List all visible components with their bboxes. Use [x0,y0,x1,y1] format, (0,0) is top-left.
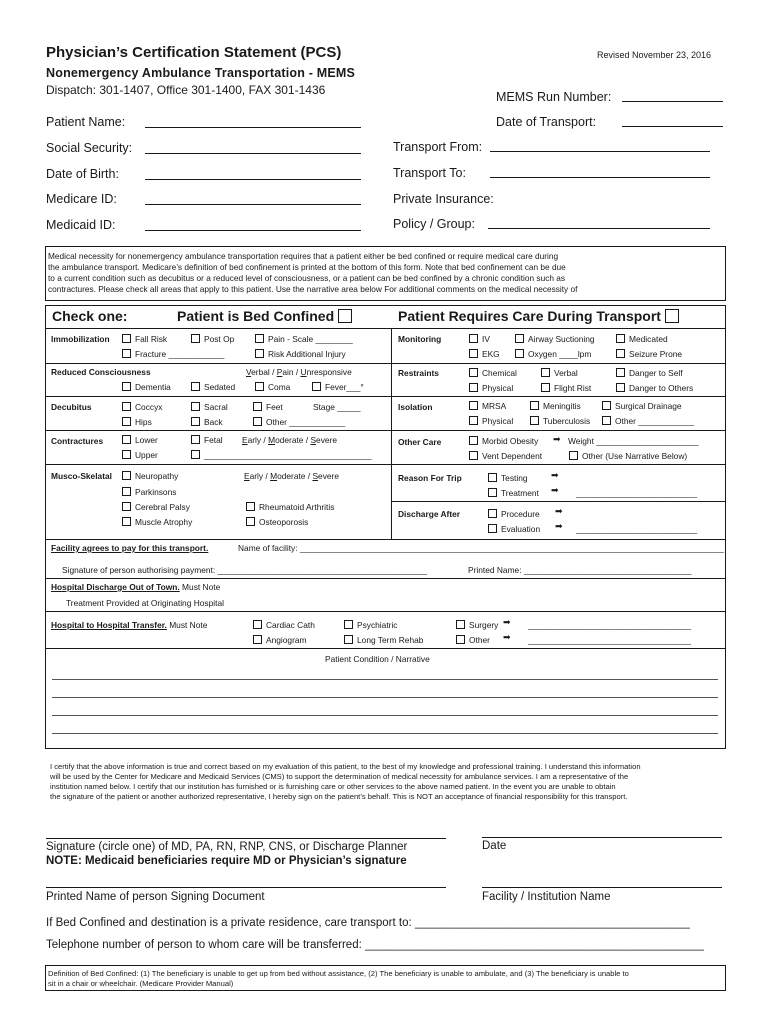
narrative-label: Patient Condition / Narrative [325,654,430,664]
bed-confined-option[interactable] [177,308,352,324]
care-during-label: Patient Requires Care During Transport [398,308,661,324]
seizure-label: Seizure Prone [629,349,683,359]
surgery-label: Surgery [469,620,499,630]
surgical-drainage-option[interactable] [602,401,682,411]
vent-dependent-label: Vent Dependent [482,451,543,461]
coccyx-option[interactable] [122,402,162,412]
reduced-consciousness-label: Reduced Consciousness [51,367,151,377]
medicare-id-field[interactable] [145,204,361,205]
care-during-option[interactable] [398,308,679,324]
narrative-line[interactable] [52,715,718,716]
divider [391,501,726,502]
revised-date: Revised November 23, 2016 [597,50,712,60]
h2h-other-option[interactable] [456,635,490,645]
airway-checkbox[interactable] [515,334,524,343]
printed-name-label: Printed Name of person Signing Document [46,891,265,903]
psychiatric-option[interactable] [344,620,398,630]
surgery-checkbox[interactable] [456,620,465,629]
divider [46,430,391,431]
fetal-option[interactable] [191,435,223,445]
post-op-checkbox[interactable] [191,334,200,343]
tuberculosis-label: Tuberculosis [543,416,591,426]
isolation-physical-label: Physical [482,416,514,426]
ekg-label: EKG [482,349,500,359]
divider [46,396,391,397]
meningitis-label: Meningitis [543,401,581,411]
isolation-physical-option[interactable] [469,416,513,426]
divider [46,539,726,540]
long-term-rehab-checkbox[interactable] [344,635,353,644]
iv-option[interactable] [469,334,490,344]
mrsa-label: MRSA [482,401,507,411]
column-divider [391,328,392,539]
discharge-out-of-town-label: Hospital Discharge Out of Town. Must Note [51,582,221,592]
other-decubitus-label: Other ____________ [266,417,346,427]
social-security-field[interactable] [145,153,361,154]
oxygen-checkbox[interactable] [515,349,524,358]
physical-option[interactable] [469,383,513,393]
discharge-after-label: Discharge After [398,509,461,519]
physical-checkbox[interactable] [469,383,478,392]
long-term-rehab-option[interactable] [344,635,423,645]
contractures-label: Contractures [51,436,104,446]
parkinsons-option[interactable] [122,487,176,497]
dispatch-info: Dispatch: 301-1407, Office 301-1400, FAX 301-1436 [46,83,326,97]
policy-group-field[interactable] [488,228,710,229]
signature-label: Signature (circle one) of MD, PA, RN, RNP, CNS, or Discharge Planner [46,841,408,853]
care-during-checkbox[interactable] [665,309,679,323]
run-number-label: MEMS Run Number: [496,90,612,104]
other-decubitus-option[interactable] [253,417,345,427]
cardiac-cath-checkbox[interactable] [253,620,262,629]
facility-name-field[interactable]: Name of facility: ___________________________________________________________________________________________ [238,543,724,553]
other-decubitus-checkbox[interactable] [253,417,262,426]
danger-self-label: Danger to Self [629,368,683,378]
long-term-rehab-label: Long Term Rehab [357,635,424,645]
neuropathy-option[interactable] [122,471,178,481]
necessity-line-2: the ambulance transport. Medicare’s definition of bed confinement is printed at the bottom of this form. Note that bed confinement can be due [48,262,566,272]
definition-line-1: Definition of Bed Confined: (1) The beneficiary is unable to get up from bed without assistance, (2) The beneficiary is unable to ambulate, and (3) The beneficiary is unable to [48,969,629,978]
reason-detail-field[interactable]: __________________________ [576,488,698,498]
mrsa-option[interactable] [469,401,506,411]
facility-institution-label: Facility / Institution Name [482,891,611,903]
angiogram-checkbox[interactable] [253,635,262,644]
stage-field[interactable]: Stage _____ [313,402,361,412]
arrow-right-icon: ➡ [555,506,563,516]
monitoring-label: Monitoring [398,334,442,344]
angiogram-option[interactable] [253,635,307,645]
muscle-atrophy-label: Muscle Atrophy [135,517,193,527]
physical-label: Physical [482,383,514,393]
neuropathy-label: Neuropathy [135,471,179,481]
morbid-obesity-label: Morbid Obesity [482,436,539,446]
seizure-checkbox[interactable] [616,349,625,358]
arrow-right-icon: ➡ [553,434,561,444]
parkinsons-checkbox[interactable] [122,487,131,496]
verbal-option[interactable] [541,368,578,378]
policy-group-label: Policy / Group: [393,217,475,231]
run-number-field[interactable] [622,101,723,102]
pain-scale-label: Pain - Scale ________ [268,334,353,344]
iv-checkbox[interactable] [469,334,478,343]
danger-self-option[interactable] [616,368,683,378]
chemical-checkbox[interactable] [469,368,478,377]
medicaid-id-label: Medicaid ID: [46,218,116,232]
other-care-label: Other Care [398,437,442,447]
fever-checkbox[interactable] [312,382,321,391]
back-label: Back [204,417,223,427]
narrative-line[interactable] [52,697,718,698]
coma-checkbox[interactable] [255,382,264,391]
cardiac-cath-label: Cardiac Cath [266,620,315,630]
other-narrative-option[interactable] [569,451,687,461]
danger-self-checkbox[interactable] [616,368,625,377]
upper-detail-checkbox[interactable] [191,450,200,459]
bed-confined-checkbox[interactable] [338,309,352,323]
divider [46,648,726,649]
h2h-other-label: Other [469,635,490,645]
sedated-checkbox[interactable] [191,382,200,391]
ekg-checkbox[interactable] [469,349,478,358]
bed-confined-label: Patient is Bed Confined [177,308,335,324]
danger-others-option[interactable] [616,383,693,393]
check-one-label: Check one: [52,308,128,324]
verbal-label: Verbal [554,368,578,378]
treatment-checkbox[interactable] [488,488,497,497]
patient-name-field[interactable] [145,127,361,128]
dob-field[interactable] [145,179,361,180]
back-checkbox[interactable] [191,417,200,426]
certify-line-4: the signature of the patient or another authorized representative, I hereby sign on the patient’s behalf. This is NOT an acceptance of financial responsibility for this transport. [50,792,628,801]
iv-label: IV [482,334,490,344]
osteoporosis-label: Osteoporosis [259,517,309,527]
surgical-drainage-label: Surgical Drainage [615,401,682,411]
meningitis-checkbox[interactable] [530,401,539,410]
patient-name-label: Patient Name: [46,115,126,129]
fracture-option[interactable] [122,349,224,359]
post-op-option[interactable] [191,334,234,344]
divider [391,396,726,397]
fever-option[interactable] [312,382,364,392]
facility-name-signer-field[interactable] [482,887,722,888]
divider [46,611,726,612]
upper-detail-line: ____________________________________ [204,450,372,460]
testing-option[interactable] [488,473,528,483]
morbid-obesity-option[interactable] [469,436,538,446]
feet-label: Feet [266,402,283,412]
restraints-label: Restraints [398,368,439,378]
date-label: Date [482,840,507,852]
authorising-signature-field[interactable]: Signature of person authorising payment: _____________________________________________ [62,565,428,575]
sacral-label: Sacral [204,402,228,412]
risk-injury-checkbox[interactable] [255,349,264,358]
procedure-checkbox[interactable] [488,509,497,518]
musco-severity-label: Early / Moderate / Severe [244,471,339,481]
testing-label: Testing [501,473,528,483]
cerebral-palsy-option[interactable] [122,502,190,512]
muscle-atrophy-checkbox[interactable] [122,517,131,526]
fall-risk-option[interactable] [122,334,167,344]
surgical-drainage-checkbox[interactable] [602,401,611,410]
ekg-option[interactable] [469,349,500,359]
flight-risk-checkbox[interactable] [541,383,550,392]
isolation-other-option[interactable] [602,416,694,426]
dementia-label: Dementia [135,382,171,392]
cardiac-cath-option[interactable] [253,620,315,630]
coma-label: Coma [268,382,291,392]
divider [391,363,726,364]
discharge-detail-field[interactable]: __________________________ [576,524,698,534]
dob-label: Date of Birth: [46,167,119,181]
flight-risk-label: Flight Rist [554,383,592,393]
angiogram-label: Angiogram [266,635,307,645]
tuberculosis-option[interactable] [530,416,590,426]
oxygen-label: Oxygen ____lpm [528,349,592,359]
upper-label: Upper [135,450,158,460]
divider [391,430,726,431]
feet-option[interactable] [253,402,283,412]
fall-risk-label: Fall Risk [135,334,168,344]
seizure-option[interactable] [616,349,682,359]
isolation-other-checkbox[interactable] [602,416,611,425]
medicated-option[interactable] [616,334,668,344]
divider [46,464,391,465]
sacral-option[interactable] [191,402,228,412]
cerebral-palsy-checkbox[interactable] [122,502,131,511]
osteoporosis-option[interactable] [246,517,308,527]
sacral-checkbox[interactable] [191,402,200,411]
necessity-line-3: to a current condition such as decubitus or a reduced level of consciousness, or a patient can be bed confined by a chronic condition such as [48,273,566,283]
printed-name-signer-field[interactable] [46,887,446,888]
hips-option[interactable] [122,417,152,427]
danger-others-label: Danger to Others [629,383,694,393]
flight-risk-option[interactable] [541,383,591,393]
procedure-label: Procedure [501,509,540,519]
evaluation-checkbox[interactable] [488,524,497,533]
date-field[interactable] [482,837,722,838]
muscle-atrophy-option[interactable] [122,517,192,527]
social-security-label: Social Security: [46,141,133,155]
cerebral-palsy-label: Cerebral Palsy [135,502,190,512]
divider [391,464,726,465]
facility-agrees-label: Facility agrees to pay for this transport. [51,543,209,553]
rheumatoid-option[interactable] [246,502,334,512]
upper-checkbox[interactable] [122,450,131,459]
arrow-right-icon: ➡ [503,632,511,642]
hospital-transfer-label: Hospital to Hospital Transfer. Must Note [51,620,208,630]
arrow-right-icon: ➡ [503,617,511,627]
musco-skelatal-label: Musco-Skelatal [51,471,112,481]
fall-risk-checkbox[interactable] [122,334,131,343]
procedure-option[interactable] [488,509,540,519]
lower-option[interactable] [122,435,158,445]
other-narrative-label: Other (Use Narrative Below) [582,451,688,461]
medicated-checkbox[interactable] [616,334,625,343]
private-insurance-label: Private Insurance: [393,192,494,206]
vent-dependent-option[interactable] [469,451,542,461]
fracture-label: Fracture ____________ [135,349,225,359]
upper-detail-option[interactable] [191,450,372,460]
evaluation-label: Evaluation [501,524,541,534]
back-option[interactable] [191,417,223,427]
fracture-checkbox[interactable] [122,349,131,358]
fetal-checkbox[interactable] [191,435,200,444]
psychiatric-label: Psychiatric [357,620,398,630]
transport-from-field[interactable] [490,151,710,152]
medicaid-id-field[interactable] [145,230,361,231]
rheumatoid-label: Rheumatoid Arthritis [259,502,335,512]
medicare-id-label: Medicare ID: [46,192,117,206]
verbal-pain-unresponsive-label: Verbal / Pain / Unresponsive [246,367,352,377]
airway-label: Airway Suctioning [528,334,595,344]
morbid-obesity-checkbox[interactable] [469,436,478,445]
divider [46,363,391,364]
lower-checkbox[interactable] [122,435,131,444]
other-detail-field[interactable]: ___________________________________ [528,635,692,645]
lower-label: Lower [135,435,158,445]
oxygen-option[interactable] [515,349,591,359]
hips-checkbox[interactable] [122,417,131,426]
upper-option[interactable] [122,450,158,460]
pain-scale-option[interactable] [255,334,353,344]
arrow-right-icon: ➡ [555,521,563,531]
fetal-label: Fetal [204,435,223,445]
divider [46,578,726,579]
necessity-line-1: Medical necessity for nonemergency ambulance transportation requires that a patient either be bed confined or require medical care during [48,251,559,261]
fever-label: Fever___° [325,382,364,392]
necessity-line-4: contractures. Please check all areas that apply to this patient. Use the narrative area below For additional comments on the medical necessity of [48,284,578,294]
tuberculosis-checkbox[interactable] [530,416,539,425]
dementia-option[interactable] [122,382,171,392]
transport-to-label: Transport To: [393,166,466,180]
meningitis-option[interactable] [530,401,581,411]
airway-option[interactable] [515,334,595,344]
definition-line-2: sit in a chair or wheelchair. (Medicare Provider Manual) [48,979,234,988]
psychiatric-checkbox[interactable] [344,620,353,629]
parkinsons-label: Parkinsons [135,487,177,497]
dementia-checkbox[interactable] [122,382,131,391]
signature-field[interactable] [46,838,446,839]
early-moderate-severe-label: Early / Moderate / Severe [242,435,337,445]
isolation-physical-checkbox[interactable] [469,416,478,425]
date-of-transport-field[interactable] [622,126,723,127]
transport-from-label: Transport From: [393,140,483,154]
treatment-provided-label: Treatment Provided at Originating Hospital [66,598,224,608]
coma-option[interactable] [255,382,290,392]
arrow-right-icon: ➡ [551,485,559,495]
transport-to-field[interactable] [490,177,710,178]
rheumatoid-checkbox[interactable] [246,502,255,511]
medicated-label: Medicated [629,334,668,344]
testing-checkbox[interactable] [488,473,497,482]
reason-for-trip-label: Reason For Trip [398,473,462,483]
date-of-transport-label: Date of Transport: [496,115,597,129]
form-title: Physician’s Certification Statement (PCS) [46,44,342,61]
risk-injury-option[interactable] [255,349,346,359]
immobilization-label: Immobilization [51,334,110,344]
isolation-other-label: Other ____________ [615,416,695,426]
medicaid-note: NOTE: Medicaid beneficiaries require MD or Physician’s signature [46,855,407,867]
hips-label: Hips [135,417,152,427]
telephone-field[interactable]: Telephone number of person to whom care will be transferred: _____________________________________________________ [46,939,704,951]
evaluation-option[interactable] [488,524,540,534]
vent-dependent-checkbox[interactable] [469,451,478,460]
weight-field[interactable]: Weight ______________________ [568,436,699,446]
certify-line-1: I certify that the above information is true and correct based on my evaluation of this patient, to the best of my knowledge and professional training. I understand this information [50,762,641,771]
mrsa-checkbox[interactable] [469,401,478,410]
narrative-line[interactable] [52,733,718,734]
coccyx-checkbox[interactable] [122,402,131,411]
certify-line-3: institution named below. I certify that our institution has furnished or is furnishing care or other services to the above named patient. In the event you are unable to obtain [50,782,616,791]
narrative-line[interactable] [52,679,718,680]
danger-others-checkbox[interactable] [616,383,625,392]
risk-injury-label: Risk Additional Injury [268,349,346,359]
sedated-option[interactable] [191,382,235,392]
osteoporosis-checkbox[interactable] [246,517,255,526]
treatment-label: Treatment [501,488,539,498]
other-narrative-checkbox[interactable] [569,451,578,460]
verbal-checkbox[interactable] [541,368,550,377]
decubitus-label: Decubitus [51,402,92,412]
surgery-detail-field[interactable]: ___________________________________ [528,620,692,630]
treatment-option[interactable] [488,488,539,498]
surgery-option[interactable] [456,620,498,630]
coccyx-label: Coccyx [135,402,163,412]
arrow-right-icon: ➡ [551,470,559,480]
sedated-label: Sedated [204,382,236,392]
post-op-label: Post Op [204,334,235,344]
form-subtitle: Nonemergency Ambulance Transportation - MEMS [46,66,356,80]
pain-scale-checkbox[interactable] [255,334,264,343]
care-transport-field[interactable]: If Bed Confined and destination is a private residence, care transport to: ___________________________________________ [46,917,690,929]
chemical-option[interactable] [469,368,517,378]
neuropathy-checkbox[interactable] [122,471,131,480]
h2h-other-checkbox[interactable] [456,635,465,644]
divider [46,328,726,329]
certify-line-2: will be used by the Center for Medicare and Medicaid Services (CMS) to support the determination of medical necessity for ambulance services. I am a representative of the [50,772,629,781]
chemical-label: Chemical [482,368,517,378]
printed-name-field[interactable]: Printed Name: ____________________________________ [468,565,692,575]
feet-checkbox[interactable] [253,402,262,411]
isolation-label: Isolation [398,402,433,412]
